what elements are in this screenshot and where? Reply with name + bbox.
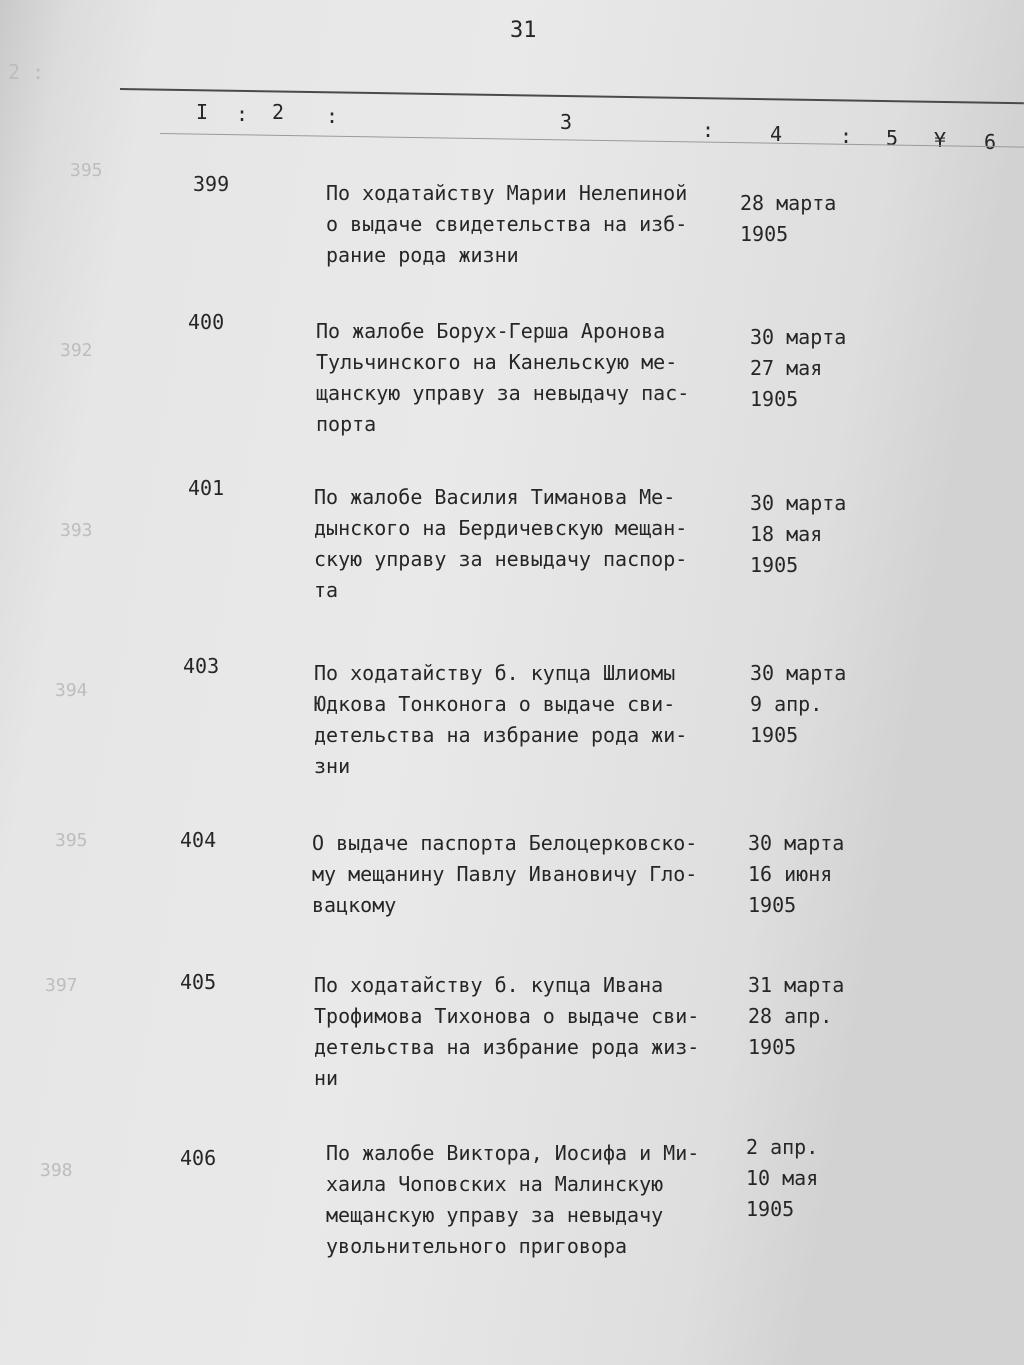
bleed-through-mark: 398 xyxy=(40,1160,73,1181)
page-number: 31 xyxy=(510,18,537,43)
entry-description xyxy=(316,316,689,440)
entry-dates xyxy=(750,488,846,581)
entry-description-line: Трофимова Тихонова о выдаче сви- xyxy=(314,1004,700,1028)
header-top-rule xyxy=(120,88,1024,104)
entry-number: 400 xyxy=(188,310,225,334)
entry-date-line: 1905 xyxy=(750,723,799,747)
entry-description-line: О выдаче паспорта Белоцерковско- xyxy=(312,831,698,855)
entry-description-line: детельства на избрание рода жиз- xyxy=(314,1035,700,1059)
entry-description xyxy=(326,178,687,271)
entry-dates xyxy=(746,1132,818,1225)
bleed-through-mark: 393 xyxy=(60,520,93,541)
entry-dates xyxy=(748,828,844,921)
column-separator: ¥ xyxy=(934,128,947,152)
column-header-4: 4 xyxy=(770,122,783,146)
entry-date-line: 28 апр. xyxy=(748,1004,833,1028)
bleed-through-mark: 395 xyxy=(55,830,88,851)
column-header-5: 5 xyxy=(886,126,899,150)
entry-description-line: о выдаче свидетельства на изб- xyxy=(326,212,688,236)
entry-description xyxy=(314,658,687,782)
entry-date-line: 1905 xyxy=(740,222,789,246)
entry-description-line: дынского на Бердичевскую мещан- xyxy=(314,516,688,540)
entry-date-line: 1905 xyxy=(750,553,799,577)
entry-date-line: 1905 xyxy=(748,893,797,917)
column-separator: : xyxy=(236,102,249,126)
bleed-through-mark: 392 xyxy=(60,340,93,361)
entry-number: 403 xyxy=(183,654,220,678)
bleed-through-mark: 395 xyxy=(70,160,103,181)
entry-dates xyxy=(750,658,846,751)
entry-description-line: По ходатайству б. купца Шлиомы xyxy=(314,661,676,685)
entry-description-line: порта xyxy=(316,412,377,436)
entry-dates xyxy=(740,188,836,250)
entry-date-line: 10 мая xyxy=(746,1166,819,1190)
entry-date-line: 28 марта xyxy=(740,191,837,215)
column-header-1: I xyxy=(196,100,209,124)
entry-date-line: 1905 xyxy=(748,1035,797,1059)
entry-number: 404 xyxy=(180,828,217,852)
column-separator: : xyxy=(326,104,339,128)
entry-number: 406 xyxy=(180,1146,217,1170)
entry-description-line: хаила Чоповских на Малинскую xyxy=(326,1172,664,1196)
entry-date-line: 18 мая xyxy=(750,522,823,546)
entry-description-line: зни xyxy=(314,754,351,778)
entry-date-line: 30 марта xyxy=(750,661,847,685)
column-header-3: 3 xyxy=(560,110,573,134)
entry-dates xyxy=(750,322,846,415)
entry-description-line: Юдкова Тонконога о выдаче сви- xyxy=(314,692,676,716)
entry-number: 399 xyxy=(193,172,230,196)
entry-date-line: 31 марта xyxy=(748,973,845,997)
entry-description-line: щанскую управу за невыдачу пас- xyxy=(316,381,690,405)
entry-description-line: По жалобе Виктора, Иосифа и Ми- xyxy=(326,1141,700,1165)
entry-description-line: детельства на избрание рода жи- xyxy=(314,723,688,747)
entry-date-line: 30 марта xyxy=(750,491,847,515)
entry-dates xyxy=(748,970,844,1063)
entry-date-line: 27 мая xyxy=(750,356,823,380)
entry-description-line: му мещанину Павлу Ивановичу Гло- xyxy=(312,862,698,886)
entry-description-line: По ходатайству б. купца Ивана xyxy=(314,973,664,997)
entry-number: 401 xyxy=(188,476,225,500)
entry-date-line: 16 июня xyxy=(748,862,833,886)
entry-date-line: 30 марта xyxy=(750,325,847,349)
entry-date-line: 1905 xyxy=(746,1197,795,1221)
entry-description xyxy=(312,828,697,921)
entry-date-line: 1905 xyxy=(750,387,799,411)
bleed-through-mark: 2 : xyxy=(8,60,45,84)
entry-number: 405 xyxy=(180,970,217,994)
bleed-through-mark: 397 xyxy=(45,975,78,996)
entry-description-line: увольнительного приговора xyxy=(326,1234,628,1258)
bleed-through-mark: 394 xyxy=(55,680,88,701)
entry-description-line: вацкому xyxy=(312,893,397,917)
entry-description-line: скую управу за невыдачу паспор- xyxy=(314,547,688,571)
entry-description-line: мещанскую управу за невыдачу xyxy=(326,1203,664,1227)
column-separator: : xyxy=(702,118,715,142)
entry-date-line: 30 марта xyxy=(748,831,845,855)
entry-description xyxy=(326,1138,699,1262)
entry-description-line: По жалобе Борух-Герша Аронова xyxy=(316,319,666,343)
entry-description-line: рание рода жизни xyxy=(326,243,519,267)
column-header-6: 6 xyxy=(984,130,997,154)
entry-description-line: Тульчинского на Канельскую ме- xyxy=(316,350,678,374)
entry-description xyxy=(314,482,687,606)
column-separator: : xyxy=(840,124,853,148)
entry-description-line: та xyxy=(314,578,339,602)
entry-description-line: ни xyxy=(314,1066,339,1090)
column-header-2: 2 xyxy=(272,100,285,124)
entry-description xyxy=(314,970,699,1094)
entry-description-line: По жалобе Василия Тиманова Ме- xyxy=(314,485,676,509)
entry-date-line: 9 апр. xyxy=(750,692,823,716)
entry-description-line: По ходатайству Марии Нелепиной xyxy=(326,181,688,205)
entry-date-line: 2 апр. xyxy=(746,1135,819,1159)
